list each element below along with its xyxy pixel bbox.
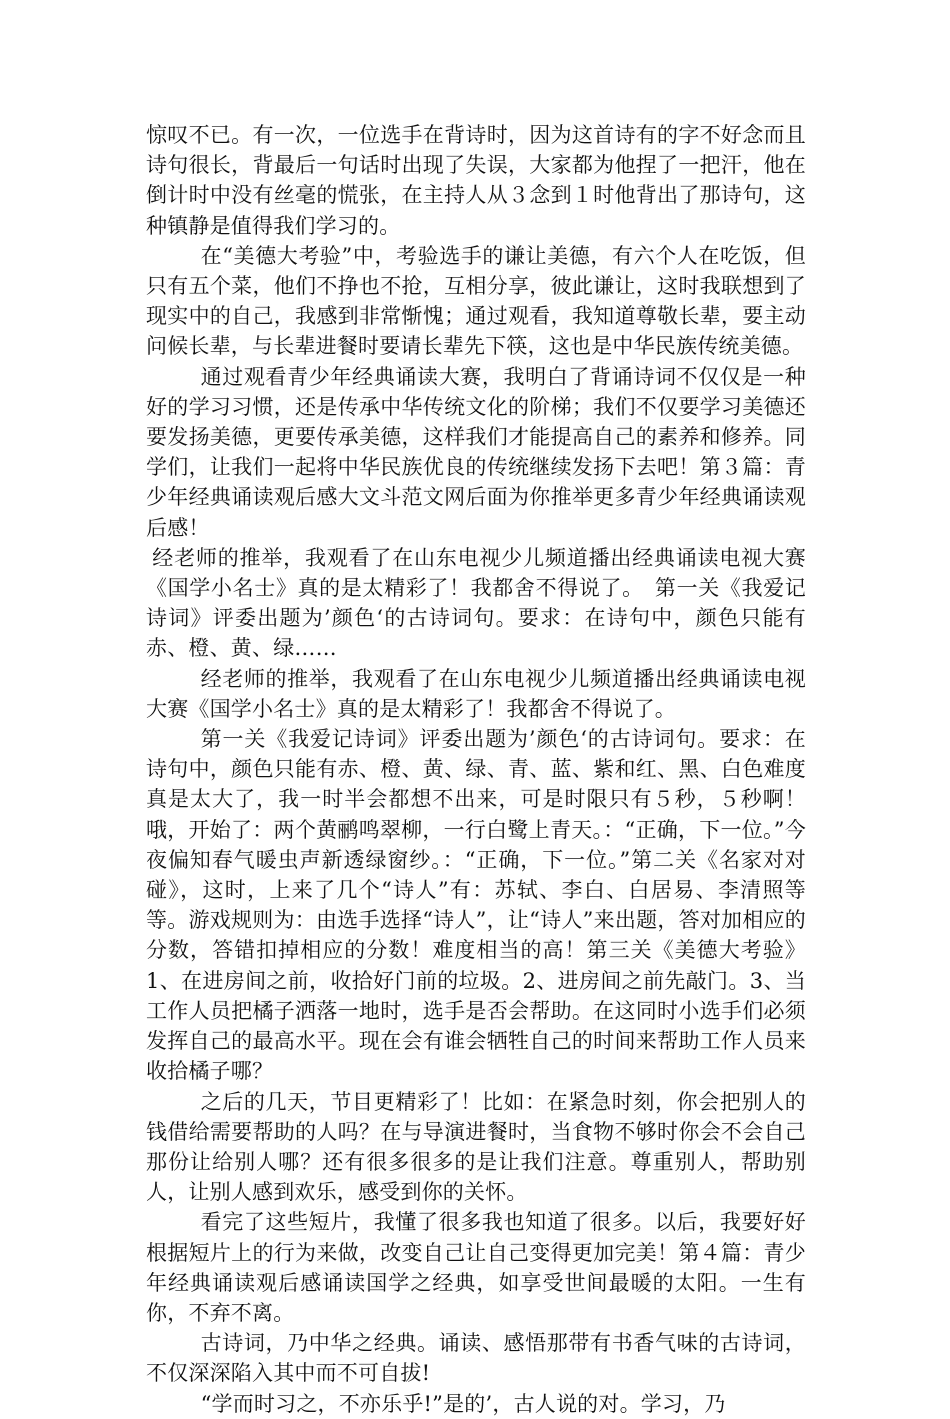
paragraph-5: 经老师的推举，我观看了在山东电视少儿频道播出经典诵读电视大赛《国学小名士》真的是太精彩了！我都舍不得说了。 (146, 666, 806, 721)
paragraph-1: 惊叹不已。有一次，一位选手在背诗时，因为这首诗有的字不好念而且诗句很长，背最后一句话时出现了失误，大家都为他捏了一把汗，他在倒计时中没有丝毫的慌张，在主持人从３念到１时他背出了那诗句，这种镇静是值得我们学习的。 (146, 123, 806, 238)
paragraph-6: 第一关《我爱记诗词》评委出题为’颜色‘的古诗词句。要求：在诗句中，颜色只能有赤、橙、黄、绿、青、蓝、紫和红、黑、白色难度真是太大了，我一时半会都想不出来，可是时限只有５秒，５秒啊！哦，开始了：两个黄鹂鸣翠柳，一行白鹭上青天。：“正确，下一位。”今夜偏知春气暖虫声新透绿窗纱。：“正确，下一位。”第二关《名家对对碰》，这时，上来了几个“诗人”有：苏轼、李白、白居易、李清照等等。游戏规则为：由选手选择“诗人”，让“诗人”来出题，答对加相应的分数，答错扣掉相应的分数！难度相当的高！第三关《美德大考验》1、在进房间之前，收拾好门前的垃圾。2、进房间之前先敲门。3、当工作人员把橘子洒落一地时，选手是否会帮助。在这同时小选手们必须发挥自己的最高水平。现在会有谁会牺牲自己的时间来帮助工作人员来收拾橘子哪？ (146, 727, 806, 1084)
paragraph-8: 看完了这些短片，我懂了很多我也知道了很多。以后，我要好好根据短片上的行为来做，改变自己让自己变得更加完美！第４篇：青少年经典诵读观后感诵读国学之经典，如享受世间最暖的太阳。一生有你，不弃不离。 (146, 1210, 806, 1325)
paragraph-7: 之后的几天，节目更精彩了！比如：在紧急时刻，你会把别人的钱借给需要帮助的人吗？在与导演进餐时，当食物不够时你会不会自己那份让给别人哪？还有很多很多的是让我们注意。尊重别人，帮助别人，让别人感到欢乐，感受到你的关怀。 (146, 1089, 806, 1205)
paragraph-3: 通过观看青少年经典诵读大赛，我明白了背诵诗词不仅仅是一种好的学习习惯，还是传承中华传统文化的阶梯；我们不仅要学习美德还要发扬美德，更要传承美德，这样我们才能提高自己的素养和修养。同学们，让我们一起将中华民族优良的传统继续发扬下去吧！第３篇：青少年经典诵读观后感大文斗范文网后面为你推举更多青少年经典诵读观后感！ (146, 364, 806, 540)
paragraph-10: “学而时习之，不亦乐乎!”是的’，古人说的对。学习，乃 (200, 1391, 726, 1416)
paragraph-2: 在“美德大考验”中，考验选手的谦让美德，有六个人在吃饭，但只有五个菜，他们不挣也不抢，互相分享，彼此谦让，这时我联想到了现实中的自己，我感到非常惭愧；通过观看，我知道尊敬长辈，要主动问候长辈，与长辈进餐时要请长辈先下筷，这也是中华民族传统美德。 (146, 243, 806, 359)
paragraph-9: 古诗词，乃中华之经典。诵读、感悟那带有书香气味的古诗词，不仅深深陷入其中而不可自拔! (146, 1331, 806, 1386)
paragraph-4: 经老师的推举，我观看了在山东电视少儿频道播出经典诵读电视大赛《国学小名士》真的是太精彩了！我都舍不得说了。 第一关《我爱记诗词》评委出题为’颜色‘的古诗词句。要求：在诗句中，颜色只能有赤、橙、黄、绿…… (146, 545, 806, 661)
document-body (146, 120, 806, 1419)
